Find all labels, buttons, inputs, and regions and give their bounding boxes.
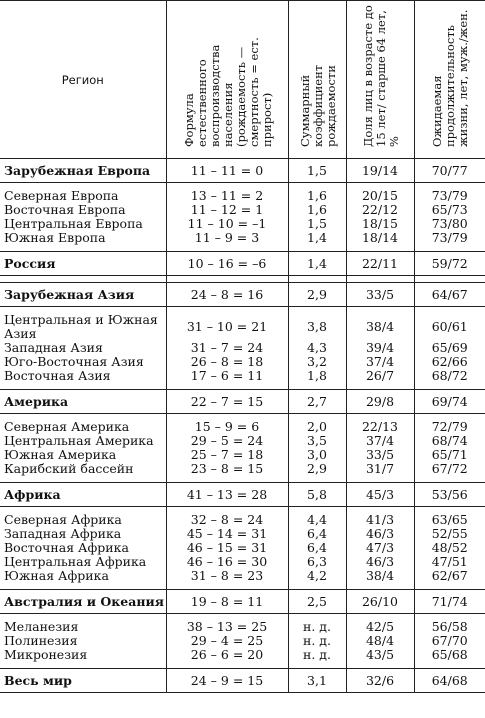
cell-life: 68/74: [414, 434, 485, 448]
major-region-row: [0, 252, 485, 276]
cell-formula: 31 – 7 = 24: [166, 341, 288, 355]
spacer-cell: [346, 276, 414, 283]
cell-life: 69/74: [414, 390, 485, 414]
cell-tfr: 4,3: [288, 341, 346, 355]
header-fertility-cell: [288, 1, 346, 159]
cell-tfr: 6,4: [288, 541, 346, 555]
cell-formula: 29 – 4 = 25: [166, 634, 288, 648]
subregion-row: [0, 420, 485, 434]
cell-life: 65/73: [414, 203, 485, 217]
cell-tfr: 2,7: [288, 390, 346, 414]
cell-region: Меланезия: [0, 620, 166, 634]
header-ages-cell: [346, 1, 414, 159]
cell-region: Южная Африка: [0, 569, 166, 583]
cell-tfr: н. д.: [288, 634, 346, 648]
cell-region: Восточная Азия: [0, 369, 166, 383]
cell-formula: 45 – 14 = 31: [166, 527, 288, 541]
cell-tfr: 6,3: [288, 555, 346, 569]
cell-ages: 39/4: [346, 341, 414, 355]
cell-region: Зарубежная Европа: [0, 159, 166, 183]
major-region-row: [0, 483, 485, 507]
cell-ages: 22/12: [346, 203, 414, 217]
cell-life: 73/80: [414, 217, 485, 231]
cell-formula: 19 – 8 = 11: [166, 590, 288, 614]
cell-ages: 33/5: [346, 283, 414, 307]
cell-region: Африка: [0, 483, 166, 507]
subregion-row: [0, 355, 485, 369]
header-region: Регион: [0, 1, 166, 159]
subregion-row: [0, 513, 485, 527]
cell-region: Южная Америка: [0, 448, 166, 462]
cell-life: 48/52: [414, 541, 485, 555]
cell-life: 62/66: [414, 355, 485, 369]
major-region-row: [0, 390, 485, 414]
cell-ages: 37/4: [346, 355, 414, 369]
header-fertility: Суммарный коэффициент рождаемости: [297, 64, 338, 147]
cell-region: Микронезия: [0, 648, 166, 662]
cell-region: Зарубежная Азия: [0, 283, 166, 307]
cell-region: Южная Европа: [0, 231, 166, 245]
cell-formula: 13 – 11 = 2: [166, 189, 288, 203]
subregion-row: [0, 648, 485, 662]
cell-ages: 29/8: [346, 390, 414, 414]
cell-formula: 46 – 16 = 30: [166, 555, 288, 569]
cell-life: 72/79: [414, 420, 485, 434]
cell-tfr: 1,4: [288, 252, 346, 276]
header-formula: Формула естественного воспроизводства населения (рождаемость — смертность = ест. прирост): [181, 37, 274, 147]
cell-tfr: 2,9: [288, 462, 346, 476]
cell-life: 62/67: [414, 569, 485, 583]
cell-ages: 18/15: [346, 217, 414, 231]
cell-tfr: н. д.: [288, 648, 346, 662]
cell-formula: 11 – 10 = –1: [166, 217, 288, 231]
cell-tfr: 1,6: [288, 189, 346, 203]
cell-ages: 26/7: [346, 369, 414, 383]
subregion-row: [0, 448, 485, 462]
cell-region: Америка: [0, 390, 166, 414]
cell-tfr: н. д.: [288, 620, 346, 634]
cell-ages: 19/14: [346, 159, 414, 183]
cell-ages: 37/4: [346, 434, 414, 448]
cell-ages: 18/14: [346, 231, 414, 245]
cell-ages: 48/4: [346, 634, 414, 648]
cell-region: Западная Африка: [0, 527, 166, 541]
subregion-row: [0, 462, 485, 476]
subregion-row: [0, 527, 485, 541]
cell-formula: 29 – 5 = 24: [166, 434, 288, 448]
cell-region: Полинезия: [0, 634, 166, 648]
cell-tfr: 3,2: [288, 355, 346, 369]
spacer-cell: [288, 276, 346, 283]
cell-region: Восточная Африка: [0, 541, 166, 555]
cell-life: 65/71: [414, 448, 485, 462]
cell-formula: 23 – 8 = 15: [166, 462, 288, 476]
subregion-row: [0, 555, 485, 569]
cell-ages: 22/11: [346, 252, 414, 276]
major-region-row: [0, 283, 485, 307]
cell-formula: 10 – 16 = –6: [166, 252, 288, 276]
subregion-row: [0, 203, 485, 217]
cell-tfr: 1,6: [288, 203, 346, 217]
cell-ages: 45/3: [346, 483, 414, 507]
cell-region: Северная Америка: [0, 420, 166, 434]
cell-life: 65/68: [414, 648, 485, 662]
cell-ages: 32/6: [346, 669, 414, 693]
header-life-cell: [414, 1, 485, 159]
cell-formula: 11 – 12 = 1: [166, 203, 288, 217]
cell-tfr: 2,9: [288, 283, 346, 307]
cell-tfr: 1,5: [288, 217, 346, 231]
cell-ages: 42/5: [346, 620, 414, 634]
cell-formula: 15 – 9 = 6: [166, 420, 288, 434]
cell-formula: 11 – 9 = 3: [166, 231, 288, 245]
subregion-row: [0, 189, 485, 203]
cell-region: Центральная Европа: [0, 217, 166, 231]
cell-life: 60/61: [414, 313, 485, 341]
cell-formula: 24 – 8 = 16: [166, 283, 288, 307]
cell-formula: 11 – 11 = 0: [166, 159, 288, 183]
cell-formula: 24 – 9 = 15: [166, 669, 288, 693]
cell-ages: 43/5: [346, 648, 414, 662]
subregion-row: [0, 569, 485, 583]
cell-formula: 22 – 7 = 15: [166, 390, 288, 414]
cell-life: 52/55: [414, 527, 485, 541]
spacer-cell: [414, 276, 485, 283]
major-region-row: [0, 590, 485, 614]
header-formula-cell: [166, 1, 288, 159]
cell-tfr: 3,0: [288, 448, 346, 462]
subregion-row: [0, 620, 485, 634]
cell-region: Карибский бассейн: [0, 462, 166, 476]
cell-life: 64/67: [414, 283, 485, 307]
cell-life: 73/79: [414, 189, 485, 203]
cell-region: Северная Африка: [0, 513, 166, 527]
cell-formula: 31 – 10 = 21: [166, 313, 288, 341]
cell-formula: 38 – 13 = 25: [166, 620, 288, 634]
cell-ages: 46/3: [346, 527, 414, 541]
cell-region: Центральная Америка: [0, 434, 166, 448]
cell-formula: 26 – 6 = 20: [166, 648, 288, 662]
cell-formula: 25 – 7 = 18: [166, 448, 288, 462]
cell-life: 53/56: [414, 483, 485, 507]
subregion-row: [0, 634, 485, 648]
cell-formula: 32 – 8 = 24: [166, 513, 288, 527]
cell-region: Центральная Африка: [0, 555, 166, 569]
cell-life: 65/69: [414, 341, 485, 355]
cell-life: 70/77: [414, 159, 485, 183]
subregion-row: [0, 313, 485, 341]
spacer-row: [0, 276, 485, 283]
major-region-row: [0, 159, 485, 183]
cell-life: 56/58: [414, 620, 485, 634]
cell-tfr: 1,5: [288, 159, 346, 183]
cell-ages: 46/3: [346, 555, 414, 569]
cell-tfr: 1,8: [288, 369, 346, 383]
cell-ages: 41/3: [346, 513, 414, 527]
cell-region: Россия: [0, 252, 166, 276]
cell-tfr: 3,5: [288, 434, 346, 448]
cell-region: Восточная Европа: [0, 203, 166, 217]
cell-life: 47/51: [414, 555, 485, 569]
cell-tfr: 2,5: [288, 590, 346, 614]
subregion-row: [0, 369, 485, 383]
major-region-row: [0, 669, 485, 693]
cell-formula: 41 – 13 = 28: [166, 483, 288, 507]
cell-ages: 38/4: [346, 313, 414, 341]
cell-ages: 47/3: [346, 541, 414, 555]
cell-life: 68/72: [414, 369, 485, 383]
cell-tfr: 5,8: [288, 483, 346, 507]
cell-tfr: 2,0: [288, 420, 346, 434]
subregion-row: [0, 217, 485, 231]
cell-life: 67/72: [414, 462, 485, 476]
subregion-row: [0, 341, 485, 355]
header-life: Ожидаемая продолжительность жизни, лет, муж./жен.: [430, 9, 471, 147]
cell-formula: 31 – 8 = 23: [166, 569, 288, 583]
header-row: [0, 1, 485, 159]
cell-region: Северная Европа: [0, 189, 166, 203]
cell-region: Западная Азия: [0, 341, 166, 355]
cell-tfr: 3,1: [288, 669, 346, 693]
cell-formula: 26 – 8 = 18: [166, 355, 288, 369]
cell-life: 73/79: [414, 231, 485, 245]
cell-formula: 46 – 15 = 31: [166, 541, 288, 555]
spacer-cell: [0, 276, 166, 283]
cell-tfr: 4,2: [288, 569, 346, 583]
cell-region: Центральная и Южная Азия: [0, 313, 166, 341]
subregion-row: [0, 541, 485, 555]
cell-region: Австралия и Океания: [0, 590, 166, 614]
cell-life: 71/74: [414, 590, 485, 614]
cell-life: 63/65: [414, 513, 485, 527]
table-body: [0, 159, 485, 693]
cell-ages: 20/15: [346, 189, 414, 203]
cell-formula: 17 – 6 = 11: [166, 369, 288, 383]
cell-ages: 38/4: [346, 569, 414, 583]
cell-life: 67/70: [414, 634, 485, 648]
header-ages: Доля лиц в возрасте до 15 лет/ старше 64 лет, %: [360, 5, 401, 147]
cell-tfr: 6,4: [288, 527, 346, 541]
cell-region: Весь мир: [0, 669, 166, 693]
cell-ages: 22/13: [346, 420, 414, 434]
cell-region: Юго-Восточная Азия: [0, 355, 166, 369]
cell-tfr: 1,4: [288, 231, 346, 245]
cell-ages: 26/10: [346, 590, 414, 614]
cell-ages: 31/7: [346, 462, 414, 476]
cell-ages: 33/5: [346, 448, 414, 462]
subregion-row: [0, 231, 485, 245]
cell-life: 59/72: [414, 252, 485, 276]
cell-tfr: 3,8: [288, 313, 346, 341]
cell-tfr: 4,4: [288, 513, 346, 527]
subregion-row: [0, 434, 485, 448]
cell-life: 64/68: [414, 669, 485, 693]
spacer-cell: [166, 276, 288, 283]
